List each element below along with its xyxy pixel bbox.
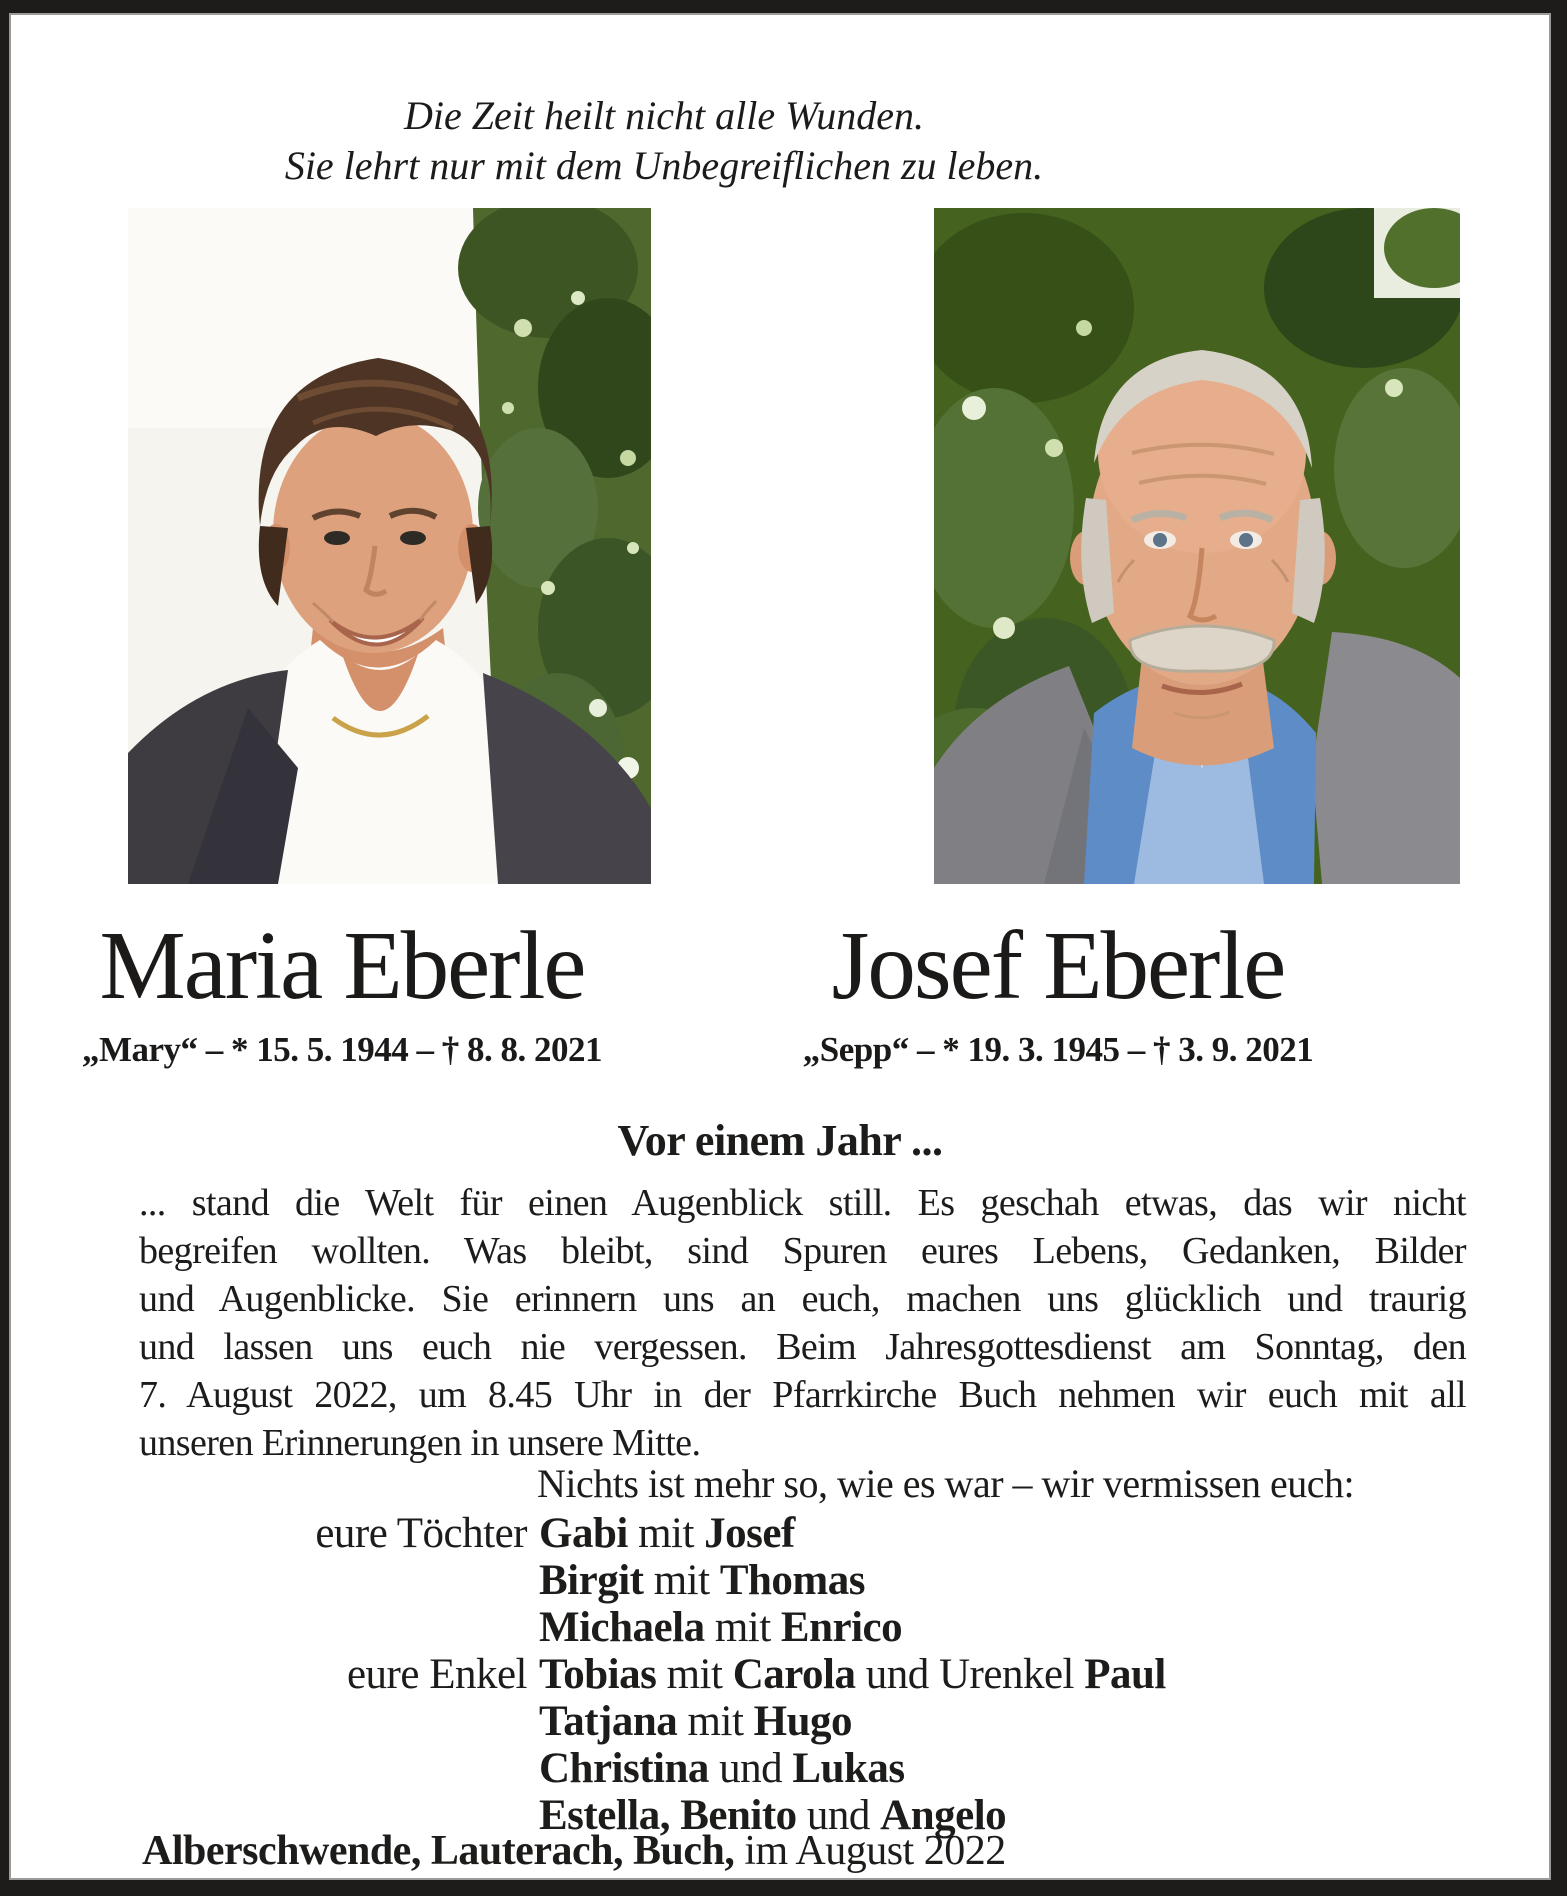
family-member-name: Estella, Benito: [539, 1792, 797, 1839]
family-member-name: Michaela: [539, 1604, 705, 1651]
family-connector-text: mit: [704, 1604, 781, 1651]
family-connector-text: und: [796, 1792, 881, 1839]
josef-name: Josef Eberle: [831, 912, 1285, 1019]
josef-dates: „Sepp“ – * 19. 3. 1945 – † 3. 9. 2021: [802, 1030, 1314, 1069]
footer-places: Alberschwende, Lauterach, Buch,: [142, 1828, 735, 1874]
footer-line: [142, 1827, 1006, 1875]
maria-name-block: [42, 912, 642, 1070]
family-member-name: Josef: [704, 1510, 795, 1557]
family-member-name: Gabi: [539, 1510, 628, 1557]
maria-dates: „Mary“ – * 15. 5. 1944 – † 8. 8. 2021: [81, 1030, 603, 1069]
family-connector-text: mit: [627, 1510, 705, 1557]
family-row: [139, 1651, 1469, 1698]
family-row: [139, 1557, 1469, 1604]
footer-date: im August 2022: [734, 1828, 1006, 1874]
quote-line-2: Sie lehrt nur mit dem Unbegreiflichen zu leben.: [284, 143, 1044, 188]
memorial-body: [139, 1179, 1466, 1467]
family-row-names: [539, 1604, 902, 1651]
portrait-photo-josef: [934, 208, 1460, 884]
family-row-names: [539, 1557, 865, 1604]
memorial-body-line: 7. August 2022, um 8.45 Uhr in der Pfarrkirche Buch nehmen wir euch mit all: [139, 1374, 1466, 1416]
family-member-name: Lukas: [792, 1745, 905, 1792]
maria-portrait-illustration: [128, 208, 651, 884]
maria-name: Maria Eberle: [99, 912, 585, 1019]
memorial-body-line: begreifen wollten. Was bleibt, sind Spuren eures Lebens, Gedanken, Bilder: [139, 1230, 1466, 1272]
family-member-name: Tobias: [539, 1651, 657, 1698]
family-connector-text: und: [708, 1745, 793, 1792]
family-row-label: eure Töchter: [315, 1510, 527, 1557]
memorial-body-line: und lassen uns euch nie vergessen. Beim Jahresgottesdienst am Sonntag, den: [139, 1326, 1466, 1368]
family-row-names: [539, 1745, 905, 1792]
memorial-body-line: und Augenblicke. Sie erinnern uns an euch, machen uns glücklich und traurig: [139, 1278, 1466, 1320]
family-connector-text: mit: [656, 1651, 733, 1698]
family-member-name: Christina: [539, 1745, 709, 1792]
quote-line-1: Die Zeit heilt nicht alle Wunden.: [404, 93, 924, 138]
family-connector-text: mit: [643, 1557, 720, 1604]
family-row: [139, 1604, 1469, 1651]
family-member-name: Hugo: [753, 1698, 853, 1745]
family-row-names: [539, 1698, 852, 1745]
family-member-name: Tatjana: [539, 1698, 678, 1745]
josef-name-block: [758, 912, 1358, 1070]
family-row-names: [539, 1510, 795, 1557]
memorial-body-line: ... stand die Welt für einen Augenblick still. Es geschah etwas, das wir nicht: [139, 1182, 1466, 1224]
family-member-name: Thomas: [719, 1557, 865, 1604]
family-connector-text: und Urenkel: [855, 1651, 1085, 1698]
family-row-names: [539, 1651, 1166, 1698]
family-member-name: Birgit: [539, 1557, 644, 1604]
family-list: [139, 1510, 1469, 1839]
missing-line: Nichts ist mehr so, wie es war – wir vermissen euch:: [537, 1461, 1355, 1506]
opening-quote: [9, 91, 1319, 191]
family-member-name: Angelo: [880, 1792, 1007, 1839]
family-row: [139, 1745, 1469, 1792]
family-row: [139, 1698, 1469, 1745]
family-row-label: eure Enkel: [346, 1651, 527, 1698]
portrait-photo-maria: [128, 208, 651, 884]
josef-portrait-illustration: [934, 208, 1460, 884]
memorial-body-line: unseren Erinnerungen in unsere Mitte.: [139, 1422, 701, 1464]
memorial-heading: Vor einem Jahr ...: [617, 1116, 943, 1165]
family-member-name: Paul: [1084, 1651, 1166, 1698]
family-row: [139, 1510, 1469, 1557]
family-connector-text: mit: [677, 1698, 754, 1745]
family-member-name: Enrico: [780, 1604, 903, 1651]
family-member-name: Carola: [732, 1651, 856, 1698]
